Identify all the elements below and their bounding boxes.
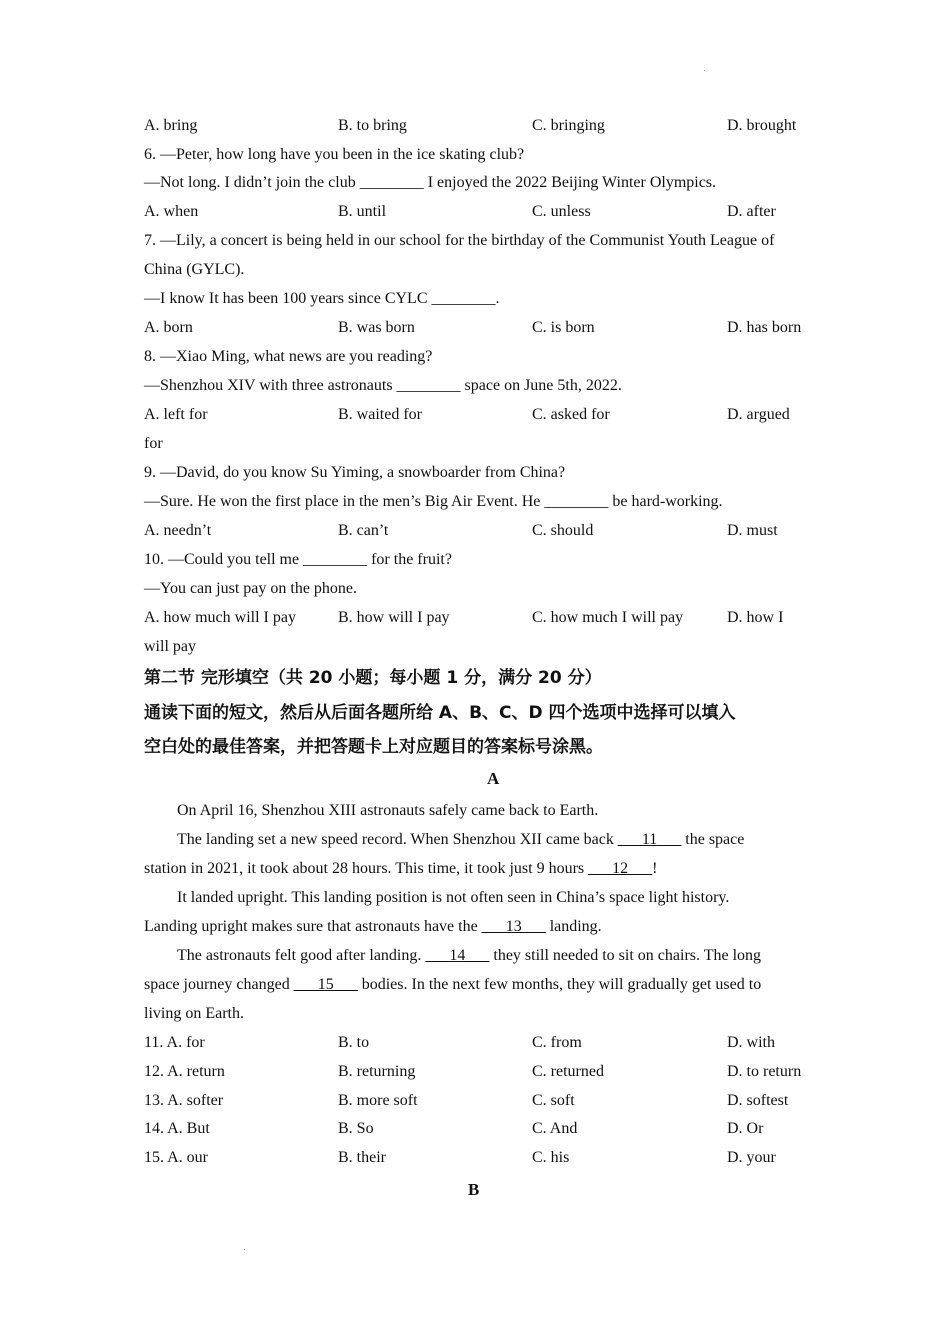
option-b: B. until bbox=[338, 203, 387, 220]
blank-15: ___15___ bbox=[293, 976, 358, 993]
answer-line: —Sure. He won the first place in the men’s Big Air Event. He ________ be hard-working. bbox=[144, 493, 723, 510]
option-d: D. to return bbox=[727, 1063, 802, 1080]
option-c: C. how much I will pay bbox=[532, 609, 684, 626]
paragraph-3-line-2 bbox=[144, 917, 602, 937]
option-b: B. their bbox=[338, 1149, 386, 1166]
option-d: D. has born bbox=[727, 319, 802, 336]
option-a: 14. A. But bbox=[144, 1120, 210, 1137]
text: station in 2021, it took about 28 hours. This time, it took just 9 hours bbox=[144, 860, 589, 877]
option-a: 15. A. our bbox=[144, 1149, 208, 1166]
option-d: D. argued bbox=[727, 406, 790, 423]
option-d: D. softest bbox=[727, 1092, 789, 1109]
option-a: 12. A. return bbox=[144, 1063, 225, 1080]
option-a: A. when bbox=[144, 203, 199, 220]
option-c: C. bringing bbox=[532, 117, 605, 134]
section-heading: 第二节 完形填空（共 20 小题；每小题 1 分，满分 20 分） bbox=[144, 668, 602, 688]
passage-title: A bbox=[487, 769, 500, 788]
option-b: B. was born bbox=[338, 319, 415, 336]
option-b: B. to bbox=[338, 1034, 370, 1051]
text: space journey changed bbox=[144, 976, 294, 993]
option-a: 13. A. softer bbox=[144, 1092, 224, 1109]
option-d: D. Or bbox=[727, 1120, 764, 1137]
option-c: C. And bbox=[532, 1120, 578, 1137]
option-b: B. can’t bbox=[338, 522, 389, 539]
option-b: B. returning bbox=[338, 1063, 416, 1080]
paragraph-3-line-1: It landed upright. This landing position is not often seen in China’s space light history. bbox=[177, 889, 730, 906]
answer-line: —Shenzhou XIV with three astronauts ________ space on June 5th, 2022. bbox=[144, 377, 622, 394]
question-line: 9. —David, do you know Su Yiming, a snowboarder from China? bbox=[144, 464, 566, 481]
option-d: D. with bbox=[727, 1034, 775, 1051]
option-c: C. asked for bbox=[532, 406, 610, 423]
question-line: 7. —Lily, a concert is being held in our school for the birthday of the Communist Youth League of bbox=[144, 232, 775, 249]
question-line: 6. —Peter, how long have you been in the ice skating club? bbox=[144, 146, 525, 163]
option-b: B. waited for bbox=[338, 406, 422, 423]
text: The astronauts felt good after landing. bbox=[177, 947, 426, 964]
option-d: D. must bbox=[727, 522, 778, 539]
option-c: C. should bbox=[532, 522, 594, 539]
text: The landing set a new speed record. When Shenzhou XII came back bbox=[177, 831, 618, 848]
answer-line: —You can just pay on the phone. bbox=[144, 580, 358, 597]
option-a: A. bring bbox=[144, 117, 198, 134]
option-a: 11. A. for bbox=[144, 1034, 205, 1051]
paragraph-2-line-2 bbox=[144, 859, 657, 879]
option-a: A. left for bbox=[144, 406, 208, 423]
question-line-cont: China (GYLC). bbox=[144, 261, 245, 278]
answer-line: —I know It has been 100 years since CYLC ________. bbox=[144, 290, 500, 307]
blank-13: ___13___ bbox=[481, 918, 546, 935]
blank-12: ___12___ bbox=[588, 860, 653, 877]
option-wrap: for bbox=[144, 435, 163, 452]
option-a: A. needn’t bbox=[144, 522, 212, 539]
paragraph-1: On April 16, Shenzhou XIII astronauts safely came back to Earth. bbox=[177, 802, 599, 819]
option-c: C. soft bbox=[532, 1092, 575, 1109]
option-d: D. how I bbox=[727, 609, 784, 626]
paragraph-4-line-2 bbox=[144, 975, 761, 995]
text: they still needed to sit on chairs. The long bbox=[489, 947, 762, 964]
option-d: D. after bbox=[727, 203, 776, 220]
option-c: C. his bbox=[532, 1149, 570, 1166]
option-d: D. your bbox=[727, 1149, 776, 1166]
blank-11: ___11___ bbox=[617, 831, 682, 848]
text: bodies. In the next few months, they will gradually get used to bbox=[357, 976, 762, 993]
option-wrap: will pay bbox=[144, 638, 196, 655]
option-c: C. unless bbox=[532, 203, 591, 220]
text: the space bbox=[681, 831, 745, 848]
option-d: D. brought bbox=[727, 117, 797, 134]
option-b: B. more soft bbox=[338, 1092, 418, 1109]
option-b: B. So bbox=[338, 1120, 374, 1137]
option-c: C. from bbox=[532, 1034, 582, 1051]
option-c: C. returned bbox=[532, 1063, 604, 1080]
option-b: B. to bring bbox=[338, 117, 407, 134]
blank-14: ___14___ bbox=[425, 947, 490, 964]
question-line: 10. —Could you tell me ________ for the fruit? bbox=[144, 551, 452, 568]
text: landing. bbox=[545, 918, 602, 935]
option-b: B. how will I pay bbox=[338, 609, 450, 626]
question-line: 8. —Xiao Ming, what news are you reading? bbox=[144, 348, 433, 365]
option-c: C. is born bbox=[532, 319, 595, 336]
scan-dot bbox=[704, 70, 705, 71]
text: ! bbox=[652, 860, 658, 877]
paragraph-2-line-1 bbox=[177, 830, 744, 850]
paragraph-4-line-1 bbox=[177, 946, 761, 966]
option-a: A. how much will I pay bbox=[144, 609, 296, 626]
scan-dot bbox=[244, 1249, 245, 1250]
passage-title: B bbox=[468, 1180, 480, 1199]
option-a: A. born bbox=[144, 319, 193, 336]
section-instructions: 通读下面的短文，然后从后面各题所给 A、B、C、D 四个选项中选择可以填入 bbox=[144, 703, 736, 723]
section-instructions-cont: 空白处的最佳答案，并把答题卡上对应题目的答案标号涂黑。 bbox=[144, 737, 603, 757]
text: Landing upright makes sure that astronauts have the bbox=[144, 918, 482, 935]
paragraph-4-line-3: living on Earth. bbox=[144, 1005, 244, 1022]
answer-line: —Not long. I didn’t join the club ________ I enjoyed the 2022 Beijing Winter Olympics. bbox=[144, 174, 717, 191]
